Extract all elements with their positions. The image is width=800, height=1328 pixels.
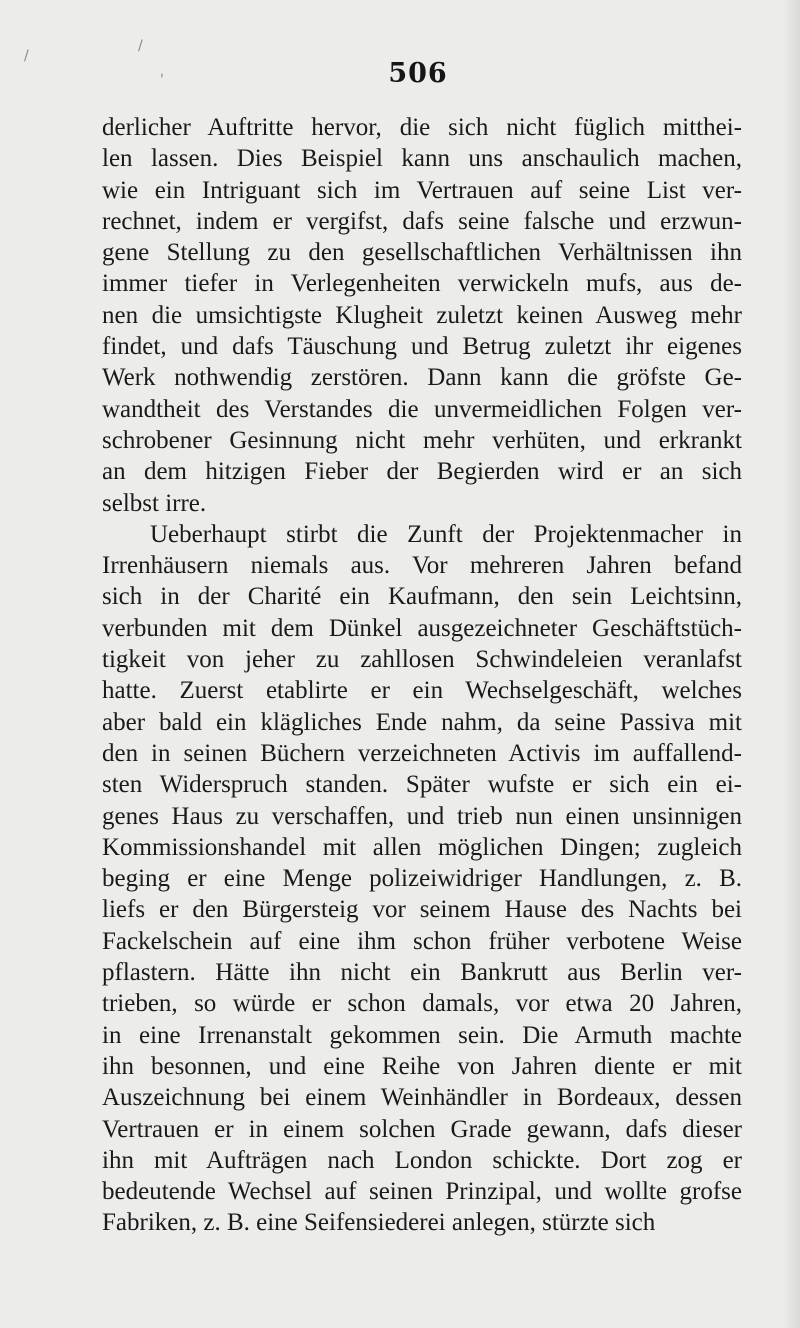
body-text [102,112,742,1239]
text-line: an dem hitzigen Fieber der Begierden wird er an sich [102,458,742,486]
text-line: selbst irre. [102,489,207,517]
text-line: Fackelschein auf eine ihm schon früher verbotene Weise [102,927,742,955]
text-line: hatte. Zuerst etablirte er ein Wechselgeschäft, welches [102,677,742,705]
text-line: Kommissionshandel mit allen möglichen Dingen; zugleich [102,833,742,861]
text-line: liefs er den Bürgersteig vor seinem Hause des Nachts bei [102,896,742,924]
text-line: in eine Irrenanstalt gekommen sein. Die Armuth machte [102,1021,742,1049]
text-line: ihn mit Aufträgen nach London schickte. Dort zog er [102,1146,742,1174]
text-line: tigkeit von jeher zu zahllosen Schwindeleien veranlafst [102,646,742,674]
paragraph [102,519,742,1239]
text-line: pflastern. Hätte ihn nicht ein Bankrutt aus Berlin ver- [102,959,742,987]
text-line: Ueberhaupt stirbt die Zunft der Projektenmacher in [150,520,742,548]
text-line: Vertrauen er in einem solchen Grade gewann, dafs dieser [102,1115,742,1143]
text-line: Auszeichnung bei einem Weinhändler in Bordeaux, dessen [102,1084,742,1112]
text-line: derlicher Auftritte hervor, die sich nicht füglich mitthei- [102,114,742,141]
text-line: sich in der Charité ein Kaufmann, den sein Leichtsinn, [102,583,742,611]
page-number: 506 [388,58,448,89]
scan-speck: / [24,48,29,64]
text-line: len lassen. Dies Beispiel kann uns anschaulich machen, [102,145,742,173]
text-line: rechnet, indem er vergifst, dafs seine falsche und erzwun- [102,207,742,235]
text-line: immer tiefer in Verlegenheiten verwickeln mufs, aus de- [102,270,742,298]
text-line: gene Stellung zu den gesellschaftlichen Verhältnissen ihn [102,239,742,267]
text-line: den in seinen Büchern verzeichneten Activis im auffallend- [102,739,742,767]
text-line: trieben, so würde er schon damals, vor etwa 20 Jahren, [102,990,742,1018]
scan-speck: ' [160,72,164,88]
text-line: Werk nothwendig zerstören. Dann kann die gröfste Ge- [102,364,742,392]
text-line: verbunden mit dem Dünkel ausgezeichneter Geschäftstüch- [102,614,742,642]
text-line: schrobener Gesinnung nicht mehr verhüten, und erkrankt [102,426,742,454]
text-line: wie ein Intriguant sich im Vertrauen auf seine List ver- [102,176,742,204]
text-line: genes Haus zu verschaffen, und trieb nun einen unsinnigen [102,802,742,830]
text-line: beging er eine Menge polizeiwidriger Handlungen, z. B. [102,865,742,893]
text-line: Irrenhäusern niemals aus. Vor mehreren Jahren befand [102,552,742,580]
text-line: Fabriken, z. B. eine Seifensiederei anlegen, stürzte sich [102,1209,656,1237]
scan-speck: / [138,38,143,54]
text-line: sten Widerspruch standen. Später wufste er sich ein ei- [102,771,742,799]
text-line: nen die umsichtigste Klugheit zuletzt keinen Ausweg mehr [102,301,742,329]
text-line: bedeutende Wechsel auf seinen Prinzipal, und wollte grofse [102,1178,742,1206]
paragraph [102,112,742,519]
text-line: findet, und dafs Täuschung und Betrug zuletzt ihr eigenes [102,333,742,361]
text-line: aber bald ein klägliches Ende nahm, da seine Passiva mit [102,708,742,736]
text-line: ihn besonnen, und eine Reihe von Jahren diente er mit [102,1052,742,1080]
text-line: wandtheit des Verstandes die unvermeidlichen Folgen ver- [102,395,742,423]
